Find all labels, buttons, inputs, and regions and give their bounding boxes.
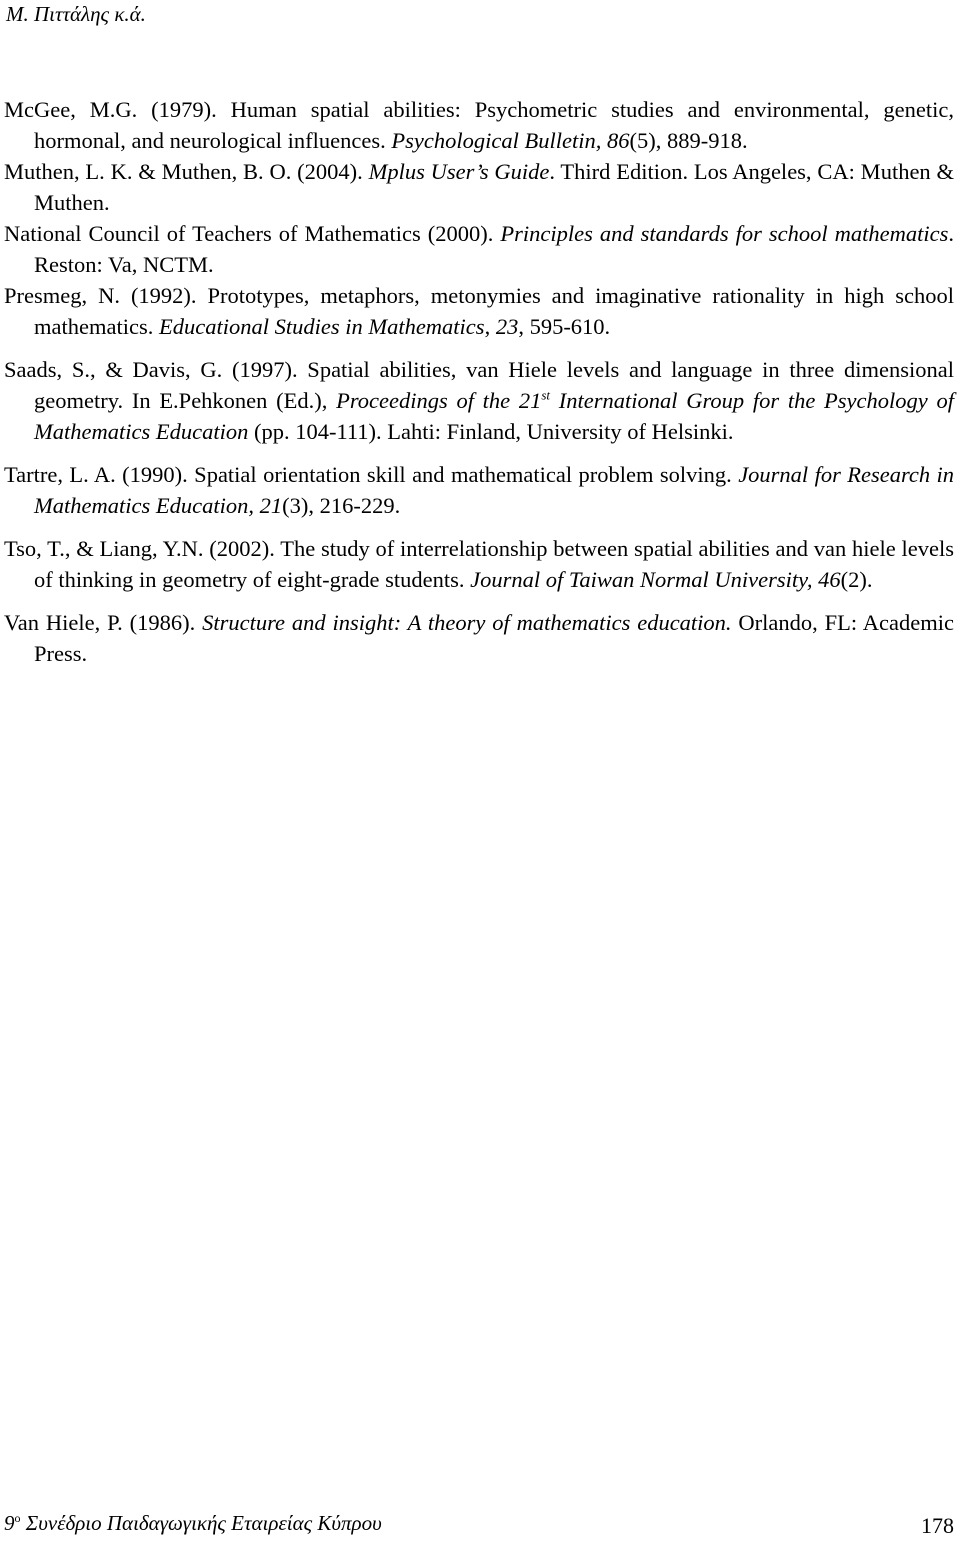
reference-italic-text: Principles and standards for school mathematics bbox=[500, 221, 949, 246]
running-head: Μ. Πιττάλης κ.ά. bbox=[6, 2, 146, 26]
reference-entry bbox=[4, 218, 954, 280]
reference-superscript: st bbox=[541, 387, 551, 403]
reference-entry bbox=[4, 533, 954, 595]
reference-italic-text: Journal of Taiwan Normal University, 46 bbox=[470, 567, 841, 592]
reference-text: (5), 889-918. bbox=[629, 128, 748, 153]
reference-text: (pp. 104-111). Lahti: Finland, University of Helsinki. bbox=[248, 419, 734, 444]
reference-list bbox=[4, 94, 954, 681]
reference-entry bbox=[4, 156, 954, 218]
reference-text: National Council of Teachers of Mathematics (2000). bbox=[4, 221, 501, 246]
reference-text: McGee, M.G. (1979). Human spatial abilities: Psychometric studies and environmental, genetic, hormonal, and neurological influences. bbox=[4, 97, 954, 153]
reference-text: , 595-610. bbox=[518, 314, 611, 339]
reference-italic-text: Educational Studies in Mathematics bbox=[158, 314, 485, 339]
reference-entry bbox=[4, 280, 954, 342]
reference-text: Saads, S., & Davis, G. (1997). Spatial abilities, van Hiele levels and language in three dimensional geometry. In E.Pehkonen (Ed.), bbox=[4, 357, 954, 413]
reference-entry bbox=[4, 354, 954, 447]
reference-text: (2). bbox=[840, 567, 873, 592]
reference-text: Muthen, L. K. & Muthen, B. O. (2004). bbox=[4, 159, 369, 184]
reference-entry bbox=[4, 94, 954, 156]
conference-name: Συνέδριο Παιδαγωγικής Εταιρείας Κύπρου bbox=[20, 1511, 382, 1535]
reference-italic-text: Structure and insight: A theory of mathematics education. bbox=[202, 610, 732, 635]
reference-italic-text: 23 bbox=[495, 314, 519, 339]
reference-text: Tartre, L. A. (1990). Spatial orientation skill and mathematical problem solving. bbox=[4, 462, 739, 487]
reference-text: , bbox=[484, 314, 496, 339]
page-number: 178 bbox=[921, 1513, 954, 1538]
reference-italic-text: Journal for Research in Mathematics Education, 21 bbox=[34, 462, 954, 518]
reference-italic-text: Psychological Bulletin, 86 bbox=[391, 128, 630, 153]
reference-text: . Reston: Va, NCTM. bbox=[34, 221, 954, 277]
conference-ordinal: ο bbox=[14, 1511, 21, 1525]
reference-text: Presmeg, N. (1992). Prototypes, metaphors, metonymies and imaginative rationality in high school mathematics. bbox=[4, 283, 954, 339]
reference-text: . Third Edition. Los Angeles, CA: Muthen & Muthen. bbox=[34, 159, 954, 215]
reference-text: Orlando, FL: Academic Press. bbox=[34, 610, 954, 666]
reference-italic-text: Proceedings of the 21 bbox=[336, 388, 542, 413]
conference-number: 9 bbox=[4, 1511, 15, 1535]
reference-entry bbox=[4, 459, 954, 521]
conference-title bbox=[4, 1511, 382, 1536]
reference-text: Van Hiele, P. (1986). bbox=[4, 610, 203, 635]
reference-italic-text: Mplus User’s Guide bbox=[368, 159, 550, 184]
reference-entry bbox=[4, 607, 954, 669]
reference-text: Tso, T., & Liang, Y.N. (2002). The study of interrelationship between spatial abilities and van hiele levels of thinking in geometry of eight-grade students. bbox=[4, 536, 954, 592]
page-footer bbox=[4, 1511, 954, 1539]
reference-text: (3), 216-229. bbox=[282, 493, 401, 518]
reference-italic-text: International Group for the Psychology of Mathematics Education bbox=[34, 388, 954, 444]
